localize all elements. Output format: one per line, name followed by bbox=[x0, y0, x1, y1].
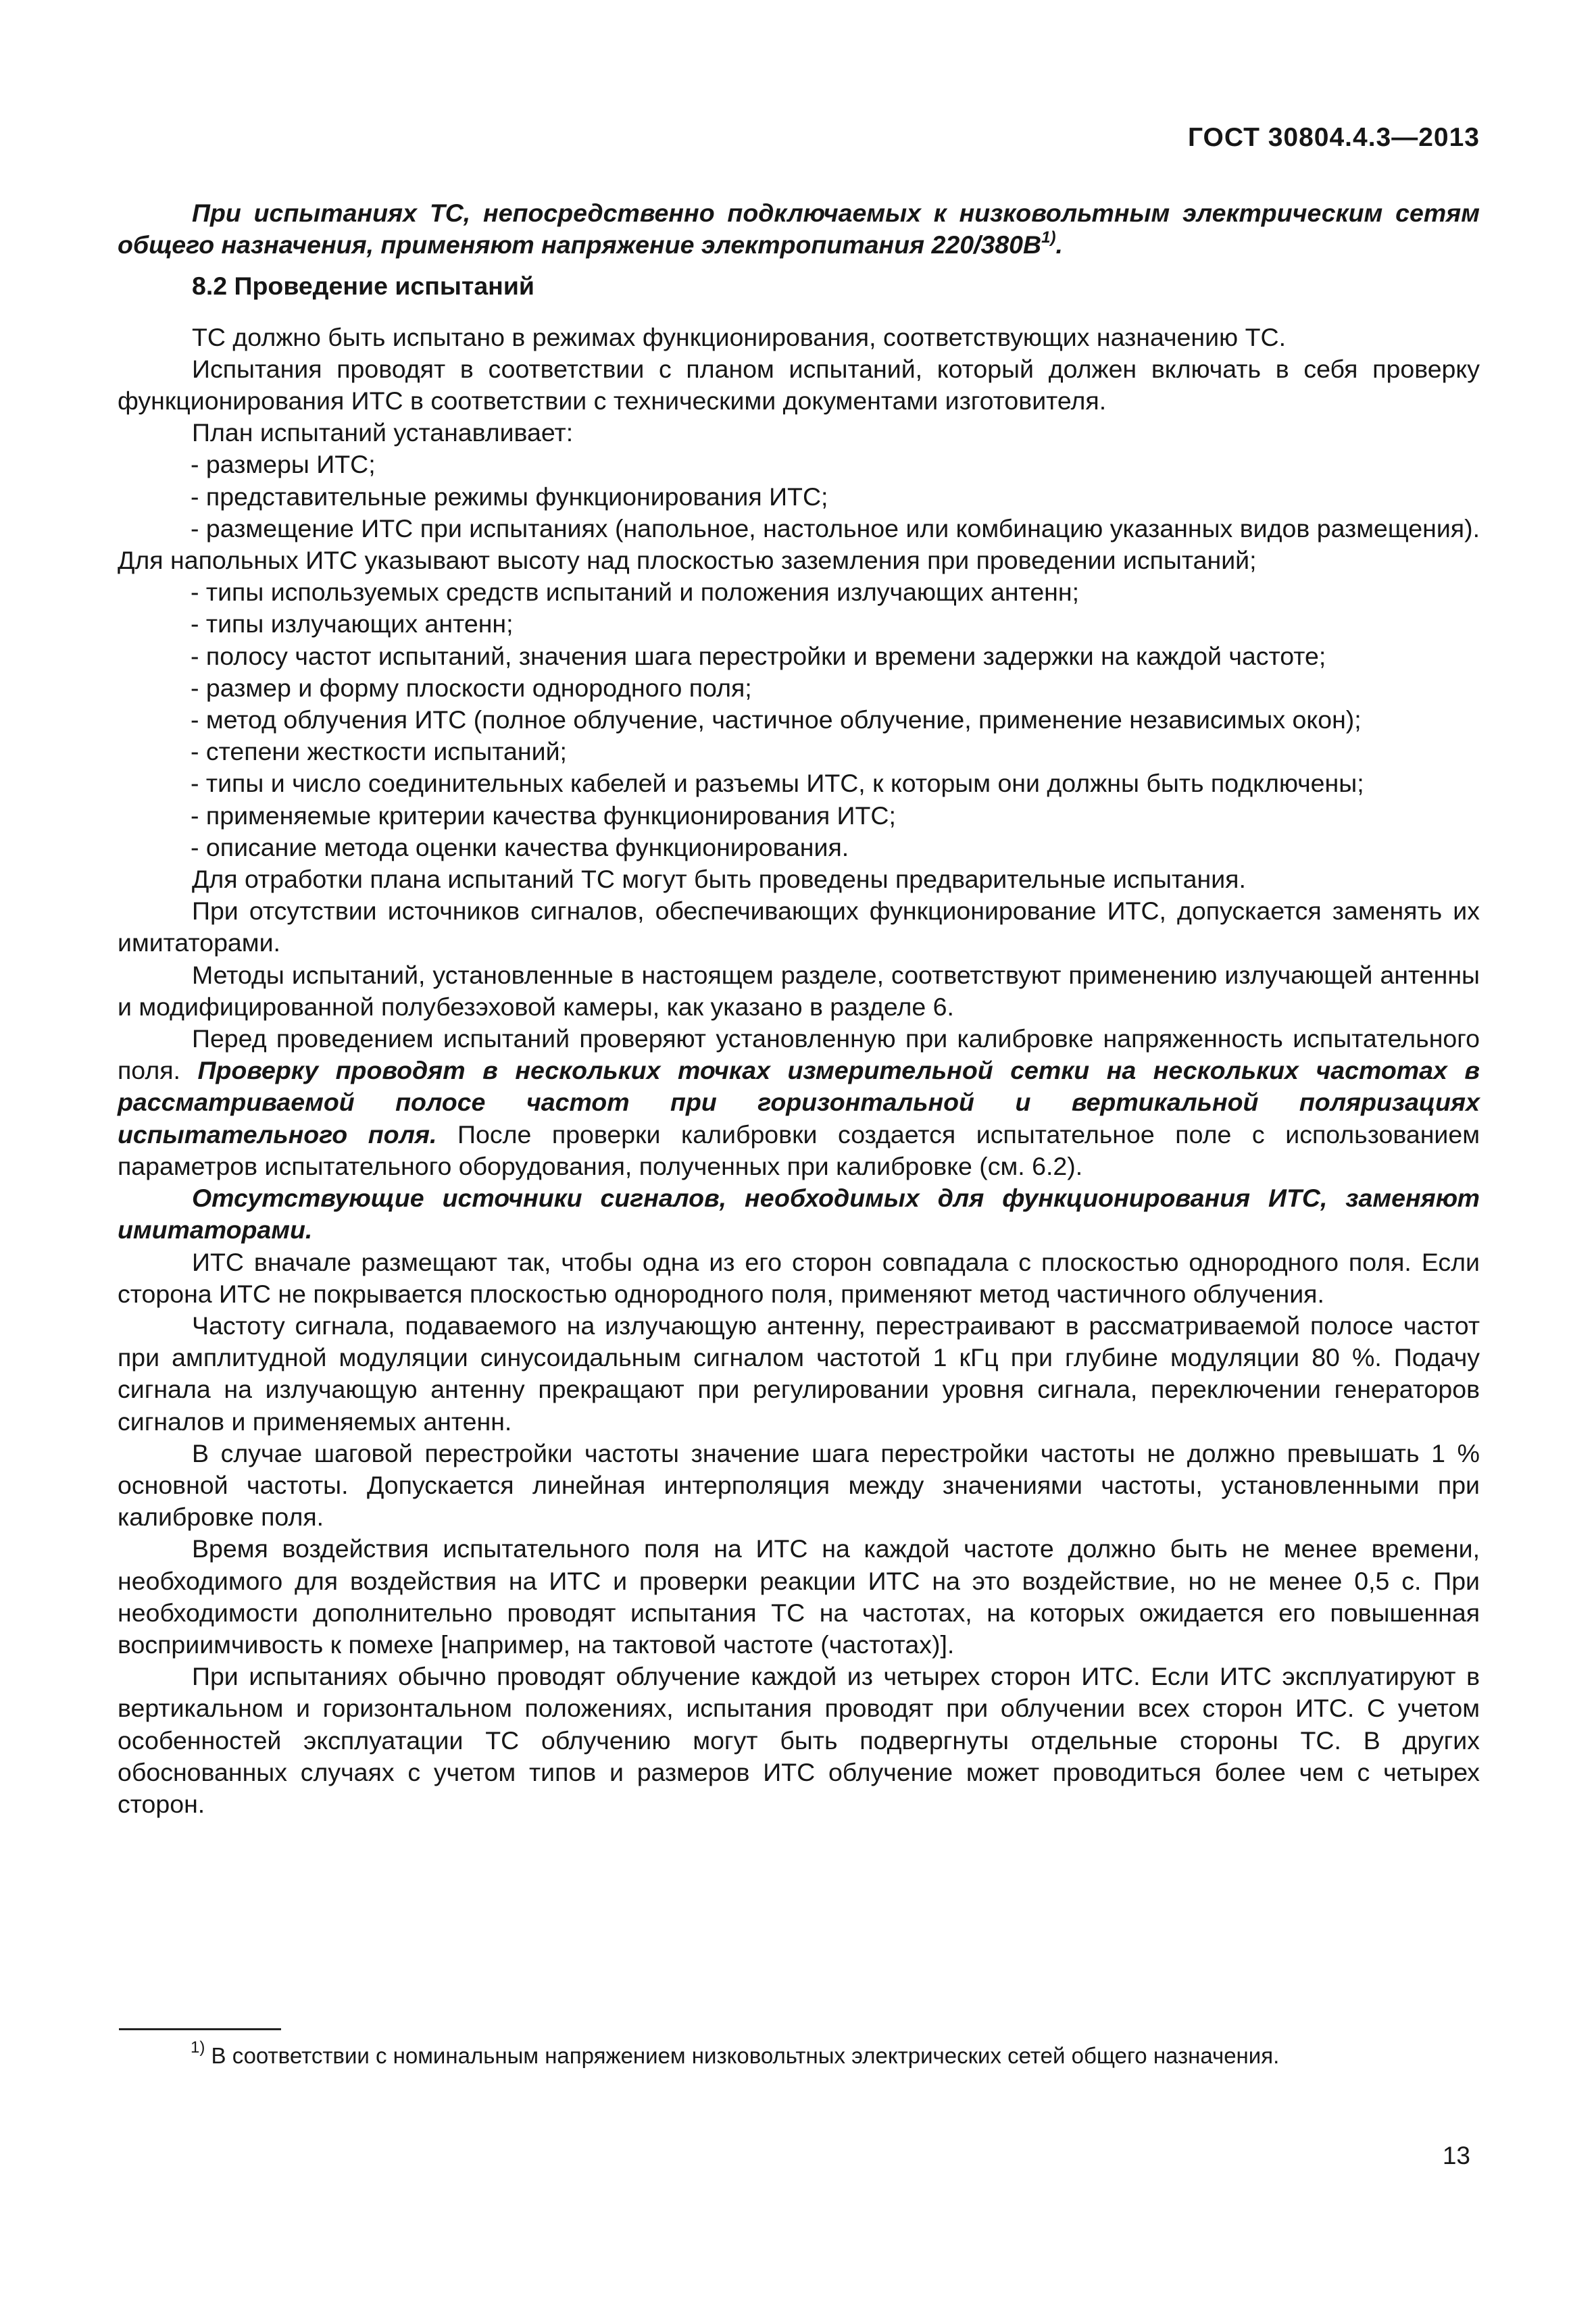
footnote-reference: 1) bbox=[1041, 228, 1056, 247]
list-item: - типы излучающих антенн; bbox=[191, 609, 514, 638]
list-item: - размер и форму плоскости однородного поля; bbox=[191, 673, 752, 702]
intro-text: При испытаниях ТС, непосредственно подключаемых к низковольтным электрическим сетям общего назначения, применяют напряжение электропитания 220/380В bbox=[118, 199, 1480, 259]
footnote bbox=[191, 2038, 1474, 2070]
paragraph: Испытания проводят в соответствии с планом испытаний, который должен включать в себя проверку функционирования ИТС в соответствии с техническими документами изготовителя. bbox=[118, 354, 1480, 416]
list-item: - типы используемых средств испытаний и положения излучающих антенн; bbox=[191, 578, 1080, 607]
footnote-mark: 1) bbox=[191, 2038, 205, 2057]
intro-paragraph bbox=[118, 197, 1480, 261]
paragraph: ИТС вначале размещают так, чтобы одна из его сторон совпадала с плоскостью однородного поля. Если сторона ИТС не покрывается плоскостью однородного поля, применяют метод частичного облучения. bbox=[118, 1247, 1480, 1308]
paragraph: В случае шаговой перестройки частоты значение шага перестройки частоты не должно превышать 1 % основной частоты. Допускается линейная интерполяция между значениями частоты, установленными при калибровке поля. bbox=[118, 1438, 1480, 1532]
footnote-text: В соответствии с номинальным напряжением низковольтных электрических сетей общего назначения. bbox=[211, 2043, 1280, 2068]
list-item: - типы и число соединительных кабелей и разъемы ИТС, к которым они должны быть подключены; bbox=[191, 769, 1364, 798]
paragraph-text: После проверки калибровки создается испытательное поле с использованием параметров испытательного оборудования, полученных при калибровке (см. 6.2). bbox=[118, 1120, 1480, 1180]
paragraph: При отсутствии источников сигналов, обеспечивающих функционирование ИТС, допускается заменять их имитаторами. bbox=[118, 897, 1480, 957]
paragraph: Время воздействия испытательного поля на ИТС на каждой частоте должно быть не менее времени, необходимого для воздействия на ИТС и проверки реакции ИТС на это воздействие, но не менее 0,5 с. При необходимости дополнительно проводят испытания ТС на частотах, на которых ожидается его повышенная восприимчивость к помехе [например, на тактовой частоте (частотах)]. bbox=[118, 1534, 1480, 1659]
paragraph-emphasis: Отсутствующие источники сигналов, необходимых для функционирования ИТС, заменяют имитаторами. bbox=[118, 1184, 1480, 1244]
paragraph: Методы испытаний, установленные в настоящем разделе, соответствуют применению излучающей антенны и модифицированной полубезэховой камеры, как указано в разделе 6. bbox=[118, 960, 1480, 1021]
paragraph: ТС должно быть испытано в режимах функционирования, соответствующих назначению ТС. bbox=[192, 322, 1287, 351]
list-item: - размещение ИТС при испытаниях (напольное, настольное или комбинацию указанных видов размещения). Для напольных ИТС указывают высоту над плоскостью заземления при проведении испытаний; bbox=[118, 513, 1480, 575]
paragraph: При испытаниях обычно проводят облучение каждой из четырех сторон ИТС. Если ИТС эксплуатируют в вертикальном и горизонтальном положениях, испытания проводят при облучении всех сторон ИТС. С учетом особенностей эксплуатации ТС облучению могут быть подвергнуты отдельные стороны ТС. В других обоснованных случаях с учетом типов и размеров ИТС облучение может проводиться более чем с четырех сторон. bbox=[118, 1662, 1480, 1818]
intro-tail: . bbox=[1055, 230, 1063, 259]
footnote-divider bbox=[119, 2028, 281, 2030]
list-item: - размеры ИТС; bbox=[191, 450, 376, 479]
paragraph: Частоту сигнала, подаваемого на излучающую антенну, перестраивают в рассматриваемой полосе частот при амплитудной модуляции синусоидальным сигналом частотой 1 кГц при глубине модуляции 80 %. Подачу сигнала на излучающую антенну прекращают при регулировании уровня сигнала, переключении генераторов сигналов и применяемых антенн. bbox=[118, 1311, 1480, 1436]
paragraph-emphasis: Проверку проводят в нескольких точках измерительной сетки на нескольких частотах в рассматриваемой полосе частот при горизонтальной и вертикальной поляризациях испытательного поля. bbox=[118, 1056, 1480, 1149]
list-item: - полосу частот испытаний, значения шага перестройки и времени задержки на каждой частоте; bbox=[191, 641, 1326, 670]
paragraph: План испытаний устанавливает: bbox=[192, 418, 574, 447]
list-item: - метод облучения ИТС (полное облучение, частичное облучение, применение независимых окон); bbox=[191, 705, 1362, 734]
section-title: 8.2 Проведение испытаний bbox=[192, 272, 534, 301]
paragraph-text: Перед проведением испытаний проверяют установленную при калибровке напряженность испытательного поля. bbox=[118, 1024, 1480, 1085]
list-item: - применяемые критерии качества функционирования ИТС; bbox=[191, 801, 896, 830]
list-item: - степени жесткости испытаний; bbox=[191, 737, 567, 766]
list-item: - описание метода оценки качества функционирования. bbox=[191, 832, 849, 861]
paragraph: Для отработки плана испытаний ТС могут быть проведены предварительные испытания. bbox=[192, 865, 1246, 894]
paragraph-calibration-check bbox=[118, 1023, 1480, 1182]
list-item: - представительные режимы функционирования ИТС; bbox=[191, 482, 828, 511]
document-body bbox=[118, 197, 1480, 1820]
document-header-id: ГОСТ 30804.4.3—2013 bbox=[1187, 123, 1480, 152]
page-number: 13 bbox=[1442, 2142, 1470, 2169]
